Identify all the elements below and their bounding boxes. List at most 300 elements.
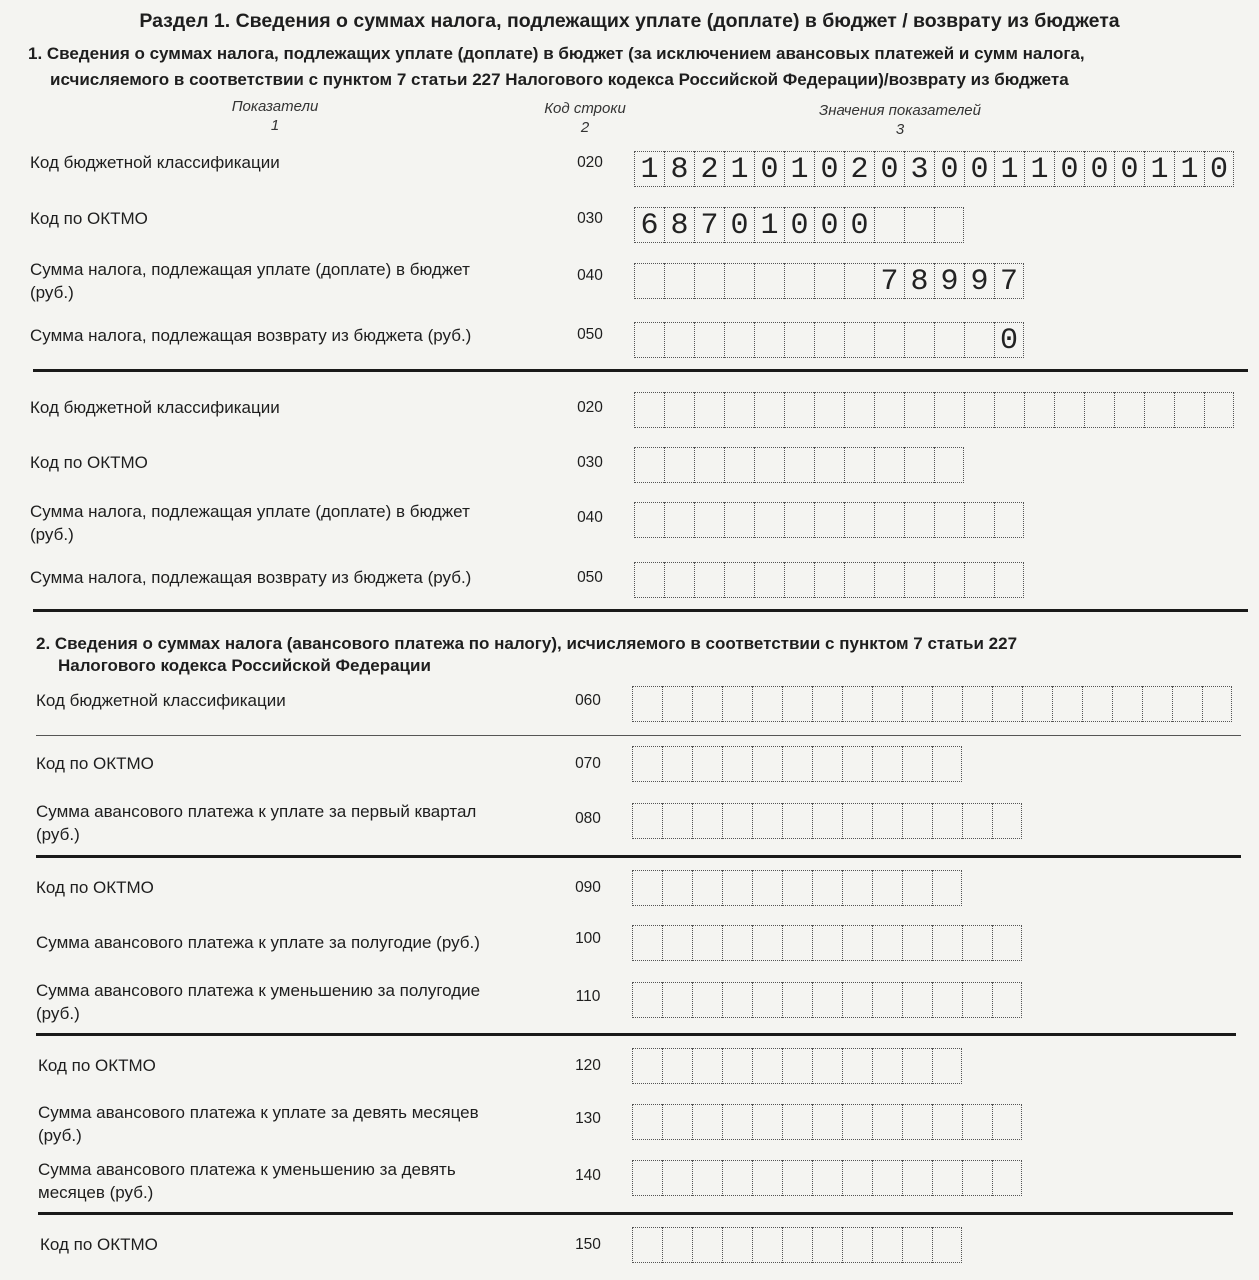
kbk-field-cell[interactable]: 1 [994,151,1024,187]
kbk-field-2-cell[interactable] [1114,392,1144,428]
advance-m9-field-cell[interactable] [812,1104,842,1140]
oktmo-field-cell[interactable]: 0 [844,207,874,243]
tax-refund-field-2-cell[interactable] [634,562,664,598]
kbk-field-3-cell[interactable] [932,686,962,722]
advance-m9-field-cell[interactable] [662,1104,692,1140]
oktmo-field-2-cell[interactable] [754,447,784,483]
oktmo-field-y-cell[interactable] [662,1227,692,1263]
tax-refund-field-2-cell[interactable] [664,562,694,598]
advance-h1-field-cell[interactable] [632,925,662,961]
tax-refund-field-cell[interactable] [964,322,994,358]
kbk-field-3-cell[interactable] [692,686,722,722]
oktmo-field-cell[interactable]: 8 [664,207,694,243]
oktmo-field-cell[interactable]: 0 [814,207,844,243]
kbk-field-cell[interactable]: 0 [934,151,964,187]
reduce-m9-field-cell[interactable] [722,1160,752,1196]
oktmo-field-2-cell[interactable] [784,447,814,483]
kbk-field-cell[interactable]: 8 [664,151,694,187]
advance-h1-field[interactable] [632,925,1022,961]
column-header-line-code-name: Код строки [544,100,626,117]
kbk-field-cell[interactable]: 3 [904,151,934,187]
advance-q1-field-cell[interactable] [752,803,782,839]
row-020-code: 020 [577,154,603,171]
oktmo-field-m9-cell[interactable] [722,1048,752,1084]
tax-refund-field-cell[interactable] [634,322,664,358]
advance-h1-field-cell[interactable] [662,925,692,961]
row-040-label-line1: Сумма налога, подлежащая уплате (доплате) в бюджет [30,260,470,279]
row-130-label [38,1101,558,1147]
kbk-field-2-cell[interactable] [784,392,814,428]
kbk-field-3-cell[interactable] [1202,686,1232,722]
block-divider-h1 [36,1033,1236,1036]
row-050-code: 050 [577,326,603,343]
oktmo-field-2-cell[interactable] [934,447,964,483]
kbk-field-2-cell[interactable] [994,392,1024,428]
oktmo-field-h1-cell[interactable] [692,870,722,906]
reduce-m9-field-cell[interactable] [932,1160,962,1196]
tax-payable-field-2-cell[interactable] [994,502,1024,538]
reduce-h1-field-cell[interactable] [932,982,962,1018]
advance-q1-field-cell[interactable] [842,803,872,839]
oktmo-field-2-cell[interactable] [724,447,754,483]
advance-q1-field-cell[interactable] [692,803,722,839]
reduce-h1-field-cell[interactable] [662,982,692,1018]
kbk-field-cell[interactable]: 1 [1144,151,1174,187]
row-080-label-line2: (руб.) [36,825,80,844]
kbk-field-2-cell[interactable] [814,392,844,428]
row-140-code: 140 [575,1167,601,1184]
kbk-field-3-cell[interactable] [902,686,932,722]
tax-payable-field-cell[interactable] [664,263,694,299]
kbk-field-cell[interactable]: 1 [1024,151,1054,187]
oktmo-field-q1-cell[interactable] [902,746,932,782]
oktmo-field-m9-cell[interactable] [872,1048,902,1084]
row-020-label-2: Код бюджетной классификации [30,398,280,417]
tax-payable-field-cell[interactable] [754,263,784,299]
kbk-field-2-cell[interactable] [904,392,934,428]
tax-payable-field-cell[interactable]: 7 [994,263,1024,299]
advance-m9-field-cell[interactable] [752,1104,782,1140]
tax-payable-field-2-cell[interactable] [694,502,724,538]
advance-q1-field-cell[interactable] [902,803,932,839]
advance-q1-field[interactable] [632,803,1022,839]
tax-payable-field-cell[interactable]: 9 [934,263,964,299]
oktmo-field-h1-cell[interactable] [722,870,752,906]
kbk-field-3-cell[interactable] [752,686,782,722]
reduce-h1-field-cell[interactable] [872,982,902,1018]
tax-payable-field-cell[interactable]: 8 [904,263,934,299]
reduce-m9-field-cell[interactable] [902,1160,932,1196]
kbk-field-2-cell[interactable] [934,392,964,428]
kbk-field-cell[interactable]: 2 [694,151,724,187]
row-130-label-line2: (руб.) [38,1126,82,1145]
kbk-field-2-cell[interactable] [1204,392,1234,428]
advance-h1-field-cell[interactable] [872,925,902,961]
tax-payable-field-2-cell[interactable] [964,502,994,538]
row-090-label: Код по ОКТМО [36,878,154,897]
advance-m9-field-cell[interactable] [632,1104,662,1140]
oktmo-field-h1-cell[interactable] [932,870,962,906]
tax-refund-field-2-cell[interactable] [904,562,934,598]
kbk-field-3-cell[interactable] [1022,686,1052,722]
kbk-field-2-cell[interactable] [1054,392,1084,428]
reduce-h1-field-cell[interactable] [722,982,752,1018]
oktmo-field-q1-cell[interactable] [842,746,872,782]
oktmo-field-m9-cell[interactable] [692,1048,722,1084]
tax-refund-field-cell[interactable] [784,322,814,358]
tax-refund-field-cell[interactable]: 0 [994,322,1024,358]
oktmo-field-q1-cell[interactable] [872,746,902,782]
oktmo-field-2-cell[interactable] [874,447,904,483]
tax-refund-field-cell[interactable] [874,322,904,358]
oktmo-field-h1-cell[interactable] [632,870,662,906]
kbk-field-2-cell[interactable] [1024,392,1054,428]
kbk-field-3-cell[interactable] [722,686,752,722]
tax-refund-field-cell[interactable] [664,322,694,358]
tax-payable-field-2-cell[interactable] [664,502,694,538]
oktmo-field-m9-cell[interactable] [842,1048,872,1084]
column-header-indicators-num: 1 [270,117,280,134]
oktmo-field-q1-cell[interactable] [752,746,782,782]
tax-payable-field-2-cell[interactable] [784,502,814,538]
advance-h1-field-cell[interactable] [962,925,992,961]
tax-payable-field-cell[interactable] [784,263,814,299]
oktmo-field-y-cell[interactable] [782,1227,812,1263]
oktmo-field-h1-cell[interactable] [872,870,902,906]
kbk-field-cell[interactable]: 0 [1204,151,1234,187]
oktmo-field-2-cell[interactable] [814,447,844,483]
advance-m9-field[interactable] [632,1104,1022,1140]
advance-m9-field-cell[interactable] [692,1104,722,1140]
advance-q1-field-cell[interactable] [992,803,1022,839]
block-divider [33,369,1248,372]
column-header-line-code-num: 2 [580,119,590,136]
tax-refund-field-cell[interactable] [844,322,874,358]
tax-refund-field-2-cell[interactable] [724,562,754,598]
reduce-m9-field-cell[interactable] [812,1160,842,1196]
oktmo-field-q1-cell[interactable] [812,746,842,782]
row-140-label-line1: Сумма авансового платежа к уменьшению за девять [38,1160,456,1179]
oktmo-field-y-cell[interactable] [872,1227,902,1263]
oktmo-field-m9-cell[interactable] [752,1048,782,1084]
advance-m9-field-cell[interactable] [932,1104,962,1140]
kbk-field-cell[interactable]: 0 [1114,151,1144,187]
advance-m9-field-cell[interactable] [902,1104,932,1140]
oktmo-field-cell[interactable] [934,207,964,243]
reduce-h1-field-cell[interactable] [782,982,812,1018]
oktmo-field-y-cell[interactable] [722,1227,752,1263]
kbk-field-2[interactable] [634,392,1234,428]
oktmo-field-q1-cell[interactable] [632,746,662,782]
reduce-m9-field-cell[interactable] [692,1160,722,1196]
tax-payable-field-2-cell[interactable] [844,502,874,538]
kbk-field-2-cell[interactable] [724,392,754,428]
kbk-field-cell[interactable]: 0 [1084,151,1114,187]
row-100-code: 100 [575,930,601,947]
oktmo-field-y-cell[interactable] [812,1227,842,1263]
tax-refund-field-2-cell[interactable] [874,562,904,598]
kbk-field-2-cell[interactable] [964,392,994,428]
kbk-field-3-cell[interactable] [962,686,992,722]
kbk-field-cell[interactable]: 0 [814,151,844,187]
row-020-label: Код бюджетной классификации [30,153,280,172]
kbk-field-2-cell[interactable] [664,392,694,428]
tax-payable-field-cell[interactable] [724,263,754,299]
tax-payable-field-2-cell[interactable] [874,502,904,538]
row-040-code-2: 040 [577,509,603,526]
reduce-h1-field-cell[interactable] [992,982,1022,1018]
kbk-field-3-cell[interactable] [1112,686,1142,722]
tax-payable-field-cell[interactable] [844,263,874,299]
tax-payable-field-cell[interactable] [634,263,664,299]
tax-payable-field-2-cell[interactable] [934,502,964,538]
kbk-field-2-cell[interactable] [694,392,724,428]
oktmo-field-m9-cell[interactable] [812,1048,842,1084]
oktmo-field-q1-cell[interactable] [782,746,812,782]
kbk-field-2-cell[interactable] [1084,392,1114,428]
tax-payable-field-cell[interactable] [694,263,724,299]
tax-payable-field-2-cell[interactable] [814,502,844,538]
tax-refund-field-2-cell[interactable] [754,562,784,598]
tax-refund-field-cell[interactable] [814,322,844,358]
row-100-label: Сумма авансового платежа к уплате за полугодие (руб.) [36,933,480,952]
tax-refund-field-2-cell[interactable] [934,562,964,598]
oktmo-field-h1-cell[interactable] [902,870,932,906]
advance-m9-field-cell[interactable] [722,1104,752,1140]
oktmo-field-2-cell[interactable] [844,447,874,483]
reduce-m9-field[interactable] [632,1160,1022,1196]
oktmo-field-cell[interactable]: 6 [634,207,664,243]
kbk-field[interactable] [634,151,1234,187]
oktmo-field-q1-cell[interactable] [722,746,752,782]
oktmo-field-h1-cell[interactable] [812,870,842,906]
kbk-field-3-cell[interactable] [842,686,872,722]
advance-m9-field-cell[interactable] [992,1104,1022,1140]
kbk-field-cell[interactable]: 2 [844,151,874,187]
reduce-h1-field-cell[interactable] [692,982,722,1018]
column-header-values [770,101,1030,139]
tax-payable-field-2-cell[interactable] [724,502,754,538]
reduce-h1-field-cell[interactable] [962,982,992,1018]
oktmo-field-q1[interactable] [632,746,962,782]
kbk-field-cell[interactable]: 0 [1054,151,1084,187]
tax-refund-field-2[interactable] [634,562,1024,598]
reduce-h1-field-cell[interactable] [752,982,782,1018]
row-120-code: 120 [575,1057,601,1074]
kbk-field-2-cell[interactable] [754,392,784,428]
advance-h1-field-cell[interactable] [692,925,722,961]
advance-h1-field-cell[interactable] [782,925,812,961]
tax-payable-field-2-cell[interactable] [634,502,664,538]
row-030-label-2: Код по ОКТМО [30,453,148,472]
tax-payable-field[interactable] [634,263,1024,299]
kbk-field-3-cell[interactable] [1082,686,1112,722]
tax-payable-field-cell[interactable] [814,263,844,299]
tax-payable-field-2[interactable] [634,502,1024,538]
reduce-m9-field-cell[interactable] [992,1160,1022,1196]
row-070-label: Код по ОКТМО [36,754,154,773]
tax-refund-field[interactable] [634,322,1024,358]
oktmo-field-y-cell[interactable] [902,1227,932,1263]
oktmo-field-m9-cell[interactable] [662,1048,692,1084]
reduce-h1-field-cell[interactable] [842,982,872,1018]
kbk-field-cell[interactable]: 0 [964,151,994,187]
kbk-field-3-cell[interactable] [1052,686,1082,722]
kbk-field-cell[interactable]: 1 [724,151,754,187]
kbk-field-cell[interactable]: 1 [784,151,814,187]
row-050-label: Сумма налога, подлежащая возврату из бюджета (руб.) [30,326,472,345]
advance-q1-field-cell[interactable] [722,803,752,839]
reduce-m9-field-cell[interactable] [842,1160,872,1196]
oktmo-field-cell[interactable]: 1 [754,207,784,243]
oktmo-field-m9-cell[interactable] [932,1048,962,1084]
row-080-label [36,800,556,846]
advance-m9-field-cell[interactable] [782,1104,812,1140]
advance-q1-field-cell[interactable] [962,803,992,839]
reduce-m9-field-cell[interactable] [872,1160,902,1196]
advance-q1-field-cell[interactable] [872,803,902,839]
oktmo-field-cell[interactable]: 0 [784,207,814,243]
tax-refund-field-2-cell[interactable] [994,562,1024,598]
oktmo-field-2-cell[interactable] [904,447,934,483]
kbk-field-3[interactable] [632,686,1232,722]
reduce-h1-field-cell[interactable] [812,982,842,1018]
kbk-field-2-cell[interactable] [844,392,874,428]
advance-m9-field-cell[interactable] [962,1104,992,1140]
kbk-field-3-cell[interactable] [632,686,662,722]
oktmo-field-h1-cell[interactable] [782,870,812,906]
tax-refund-field-2-cell[interactable] [844,562,874,598]
row-040-label-line2: (руб.) [30,283,74,302]
row-110-label [36,979,556,1025]
oktmo-field-y-cell[interactable] [842,1227,872,1263]
reduce-m9-field-cell[interactable] [752,1160,782,1196]
oktmo-field-h1-cell[interactable] [662,870,692,906]
kbk-field-2-cell[interactable] [634,392,664,428]
kbk-field-cell[interactable]: 1 [634,151,664,187]
reduce-m9-field-cell[interactable] [782,1160,812,1196]
advance-h1-field-cell[interactable] [752,925,782,961]
kbk-field-3-cell[interactable] [872,686,902,722]
advance-h1-field-cell[interactable] [812,925,842,961]
oktmo-field-q1-cell[interactable] [932,746,962,782]
oktmo-field[interactable] [634,207,964,243]
tax-refund-field-cell[interactable] [754,322,784,358]
tax-payable-field-cell[interactable]: 7 [874,263,904,299]
tax-refund-field-cell[interactable] [934,322,964,358]
oktmo-field-q1-cell[interactable] [692,746,722,782]
tax-refund-field-2-cell[interactable] [694,562,724,598]
kbk-field-3-cell[interactable] [1172,686,1202,722]
kbk-field-cell[interactable]: 0 [754,151,784,187]
tax-refund-field-cell[interactable] [904,322,934,358]
kbk-field-3-cell[interactable] [662,686,692,722]
oktmo-field-2-cell[interactable] [694,447,724,483]
oktmo-field-h1[interactable] [632,870,962,906]
oktmo-field-h1-cell[interactable] [842,870,872,906]
advance-q1-field-cell[interactable] [812,803,842,839]
oktmo-field-h1-cell[interactable] [752,870,782,906]
kbk-field-3-cell[interactable] [812,686,842,722]
row-140-label [38,1158,558,1204]
oktmo-field-y-cell[interactable] [752,1227,782,1263]
kbk-field-cell[interactable]: 0 [874,151,904,187]
kbk-field-2-cell[interactable] [1174,392,1204,428]
tax-refund-field-2-cell[interactable] [964,562,994,598]
tax-refund-field-cell[interactable] [724,322,754,358]
tax-refund-field-2-cell[interactable] [814,562,844,598]
reduce-h1-field[interactable] [632,982,1022,1018]
row-040-label-2 [30,500,550,546]
advance-h1-field-cell[interactable] [842,925,872,961]
oktmo-field-cell[interactable] [904,207,934,243]
reduce-m9-field-cell[interactable] [632,1160,662,1196]
advance-h1-field-cell[interactable] [992,925,1022,961]
section-title: Раздел 1. Сведения о суммах налога, подлежащих уплате (доплате) в бюджет / возврату из бюджета [139,10,1120,32]
tax-payable-field-2-cell[interactable] [904,502,934,538]
oktmo-field-cell[interactable] [874,207,904,243]
reduce-m9-field-cell[interactable] [962,1160,992,1196]
oktmo-field-q1-cell[interactable] [662,746,692,782]
oktmo-field-y-cell[interactable] [692,1227,722,1263]
oktmo-field-cell[interactable]: 0 [724,207,754,243]
kbk-field-3-cell[interactable] [782,686,812,722]
kbk-field-2-cell[interactable] [874,392,904,428]
oktmo-field-y-cell[interactable] [632,1227,662,1263]
section-divider [33,609,1248,612]
section-2-title-line1: 2. Сведения о суммах налога (авансового платежа по налогу), исчисляемого в соответствии с пунктом 7 статьи 227 [36,634,1018,653]
oktmo-field-cell[interactable]: 7 [694,207,724,243]
advance-q1-field-cell[interactable] [932,803,962,839]
row-020-code-2: 020 [577,399,603,416]
row-030-code: 030 [577,210,603,227]
oktmo-field-2-cell[interactable] [664,447,694,483]
row-140-label-line2: месяцев (руб.) [38,1183,154,1202]
oktmo-field-m9-cell[interactable] [782,1048,812,1084]
advance-q1-field-cell[interactable] [662,803,692,839]
kbk-field-3-cell[interactable] [992,686,1022,722]
advance-q1-field-cell[interactable] [632,803,662,839]
row-080-label-line1: Сумма авансового платежа к уплате за первый квартал [36,802,477,821]
kbk-field-cell[interactable]: 1 [1174,151,1204,187]
advance-m9-field-cell[interactable] [872,1104,902,1140]
advance-h1-field-cell[interactable] [902,925,932,961]
advance-m9-field-cell[interactable] [842,1104,872,1140]
reduce-h1-field-cell[interactable] [902,982,932,1018]
oktmo-field-y[interactable] [632,1227,962,1263]
kbk-field-2-cell[interactable] [1144,392,1174,428]
advance-h1-field-cell[interactable] [722,925,752,961]
reduce-h1-field-cell[interactable] [632,982,662,1018]
oktmo-field-2-cell[interactable] [634,447,664,483]
tax-payable-field-cell[interactable]: 9 [964,263,994,299]
tax-refund-field-cell[interactable] [694,322,724,358]
kbk-field-3-cell[interactable] [1142,686,1172,722]
oktmo-field-m9-cell[interactable] [632,1048,662,1084]
row-090-code: 090 [575,879,601,896]
oktmo-field-y-cell[interactable] [932,1227,962,1263]
tax-payable-field-2-cell[interactable] [754,502,784,538]
advance-h1-field-cell[interactable] [932,925,962,961]
reduce-m9-field-cell[interactable] [662,1160,692,1196]
advance-q1-field-cell[interactable] [782,803,812,839]
oktmo-field-m9-cell[interactable] [902,1048,932,1084]
tax-refund-field-2-cell[interactable] [784,562,814,598]
column-header-line-code [520,99,650,137]
oktmo-field-2[interactable] [634,447,964,483]
row-050-label-2: Сумма налога, подлежащая возврату из бюджета (руб.) [30,568,472,587]
oktmo-field-m9[interactable] [632,1048,962,1084]
